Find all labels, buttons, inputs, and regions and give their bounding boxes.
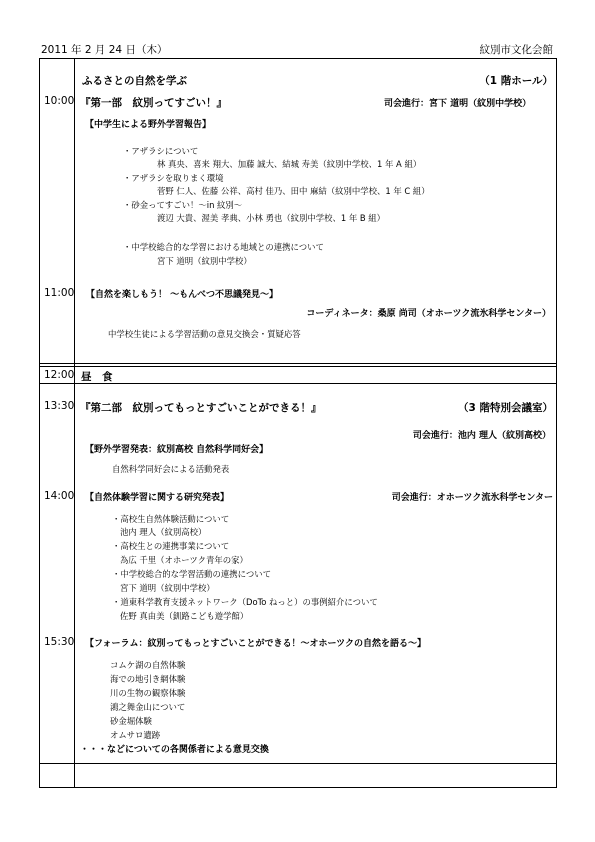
forum-heading: 【フォーラム：紋別ってもっとすごいことができる！～オホーツクの自然を語る～】 — [85, 639, 427, 649]
time-1000: 10:00 — [44, 95, 75, 107]
forum-item: コムケ湖の自然体験 — [110, 660, 186, 670]
s1-item-3-topic: ・砂金ってすごい！～in 紋別～ — [123, 200, 243, 210]
s1-item-2-topic: ・アザラシを取りまく環境 — [123, 173, 224, 183]
section1-title: ふるさとの自然を学ぶ — [82, 75, 187, 87]
s1-item-2-people: 菅野 仁人、佐藤 公祥、高村 佳乃、田中 麻結（紋別中学校、1 年 C 組） — [157, 186, 430, 196]
part2-title: 『第二部 紋別ってもっとすごいことができる！』 — [80, 402, 322, 414]
s2-item-4-topic: ・道東科学教育支援ネットワーク（DoTo ねっと）の事例紹介について — [112, 597, 378, 607]
forum-item: オムサロ遺跡 — [110, 730, 161, 740]
s1-item-1-people: 林 真央、喜来 翔大、加藤 誠大、結城 寿美（紋別中学校、1 年 A 組） — [157, 159, 422, 169]
table-bottom-border — [39, 787, 557, 788]
part2-location: （3 階特別会議室） — [458, 402, 553, 414]
forum-closing: ・・・などについての各関係者による意見交換 — [80, 745, 269, 755]
report-heading: 【中学生による野外学習報告】 — [85, 120, 212, 130]
table-column-divider — [74, 58, 75, 788]
s1-item-3-people: 渡辺 大貴、渥美 孝典、小林 勇也（紋別中学校、1 年 B 組） — [157, 213, 386, 223]
event-venue: 紋別市文化会館 — [479, 44, 553, 56]
row-divider-final — [39, 763, 557, 764]
time-1200: 12:00 — [44, 369, 75, 381]
row-divider-lunch-top-a — [39, 363, 557, 364]
s2-item-2-topic: ・高校生との連携事業について — [112, 541, 230, 551]
s2-item-3-topic: ・中学校総合的な学習活動の連携について — [112, 569, 271, 579]
forum-item: 鴻之舞金山について — [110, 702, 186, 712]
row-divider-lunch-top-b — [39, 366, 557, 367]
row-divider-lunch-bottom — [39, 383, 557, 384]
s2-item-4-people: 佐野 真由美（釧路こども遊学館） — [120, 611, 249, 621]
field-heading: 【野外学習発表：紋別高校 自然科学同好会】 — [85, 445, 269, 455]
research-moderator: 司会進行：オホーツク流氷科学センター — [391, 493, 553, 503]
nature-heading: 【自然を楽しもう！ ～もんべつ不思議発見～】 — [86, 290, 278, 300]
table-right-border — [556, 58, 557, 788]
research-heading: 【自然体験学習に関する研究発表】 — [85, 493, 230, 503]
part1-title: 『第一部 紋別ってすごい！』 — [80, 97, 227, 109]
part1-moderator: 司会進行：宮下 道明（紋別中学校） — [384, 99, 532, 109]
coordinator: コーディネータ：桑原 尚司（オホーツク流氷科学センター） — [306, 309, 551, 319]
time-1530: 15:30 — [44, 636, 75, 648]
s2-item-1-topic: ・高校生自然体験活動について — [112, 514, 230, 524]
field-detail: 自然科学同好会による活動発表 — [112, 464, 230, 474]
time-1400: 14:00 — [44, 490, 75, 502]
lunch-label: 昼 食 — [81, 371, 113, 383]
table-top-border — [39, 58, 556, 59]
table-left-border — [39, 58, 40, 788]
forum-item: 砂金堀体験 — [110, 716, 152, 726]
s1-item-4-people: 宮下 道明（紋別中学校） — [157, 256, 252, 266]
time-1330: 13:30 — [44, 400, 75, 412]
discussion: 中学校生徒による学習活動の意見交換会・質疑応答 — [108, 329, 301, 339]
s1-item-1-topic: ・アザラシについて — [123, 146, 199, 156]
forum-item: 川の生物の観察体験 — [110, 688, 186, 698]
forum-item: 海での地引き網体験 — [110, 674, 186, 684]
section1-location: （1 階ホール） — [479, 75, 553, 87]
s1-item-4-topic: ・中学校総合的な学習における地域との連携について — [123, 242, 324, 252]
s2-item-2-people: 為広 千里（オホーツク青年の家） — [120, 555, 248, 565]
s2-item-3-people: 宮下 道明（紋別中学校） — [120, 583, 215, 593]
time-1100: 11:00 — [44, 287, 75, 299]
part2-moderator: 司会進行：池内 理人（紋別高校） — [412, 431, 551, 441]
s2-item-1-people: 池内 理人（紋別高校） — [120, 527, 207, 537]
event-date: 2011 年 2 月 24 日（木） — [41, 44, 168, 56]
